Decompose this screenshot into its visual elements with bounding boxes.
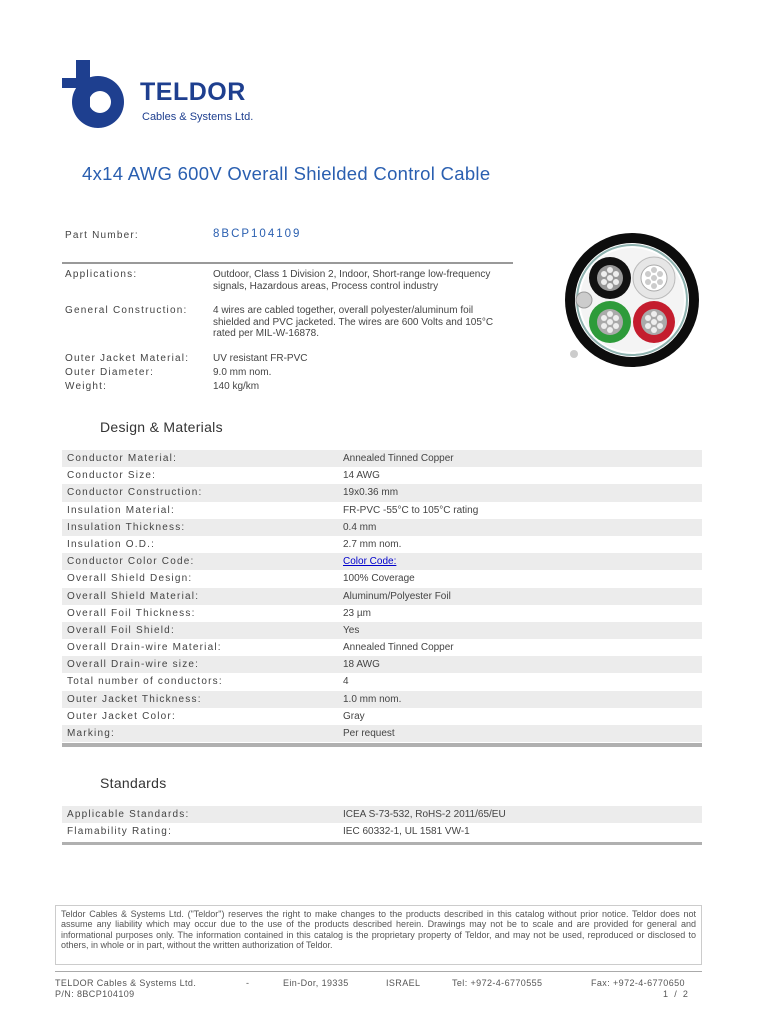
row-label: Conductor Color Code:: [67, 556, 195, 568]
row-label: Conductor Size:: [67, 470, 157, 482]
row-value: Gray: [343, 710, 365, 722]
page-title: 4x14 AWG 600V Overall Shielded Control Cable: [82, 163, 491, 184]
footer-part-number: P/N: 8BCP104109: [55, 989, 135, 999]
row-label: Overall Shield Design:: [67, 573, 193, 585]
table-row: [62, 691, 702, 708]
row-label: Marking:: [67, 728, 115, 739]
footer-address: Ein-Dor, 19335: [283, 978, 349, 988]
table-row: [62, 450, 702, 467]
row-value: 2.7 mm nom.: [343, 538, 402, 550]
table-row: [62, 656, 702, 673]
table-row: [62, 570, 702, 587]
footer-fax: Fax: +972-4-6770650: [591, 978, 685, 988]
row-label: Conductor Material:: [67, 453, 178, 464]
standards-table: [62, 806, 702, 840]
table-row: [62, 536, 702, 553]
brand-subtitle: Cables & Systems Ltd.: [142, 111, 254, 123]
row-label: Overall Drain-wire size:: [67, 659, 200, 671]
row-label: Conductor Construction:: [67, 487, 203, 499]
table-row: [62, 588, 702, 605]
row-value: 100% Coverage: [343, 573, 415, 585]
table-row: [62, 519, 702, 536]
row-value: 23 µm: [343, 607, 371, 619]
table-row: [62, 553, 702, 570]
row-value: ICEA S-73-532, RoHS-2 2011/65/EU: [343, 809, 506, 820]
row-label: Applicable Standards:: [67, 809, 190, 820]
design-materials-heading: Design & Materials: [100, 419, 223, 435]
row-value: 1.0 mm nom.: [343, 693, 402, 705]
info-label: Applications:: [65, 269, 138, 280]
info-value: 9.0 mm nom.: [213, 367, 272, 378]
brand-name: TELDOR: [140, 78, 246, 106]
row-value: 4: [343, 676, 349, 688]
part-number-value: 8BCP104109: [213, 228, 302, 240]
footer-dash: -: [246, 978, 250, 988]
row-label: Outer Jacket Thickness:: [67, 693, 202, 705]
row-label: Insulation O.D.:: [67, 538, 156, 550]
color-code-link[interactable]: Color Code:: [343, 556, 397, 568]
table-row: [62, 673, 702, 690]
row-value: 0.4 mm: [343, 521, 377, 533]
row-label: Overall Foil Thickness:: [67, 607, 196, 619]
footer-page-number: 1 / 2: [663, 989, 689, 999]
table-row: [62, 502, 702, 519]
row-value: Per request: [343, 728, 395, 739]
row-value: IEC 60332-1, UL 1581 VW-1: [343, 826, 470, 838]
info-label: General Construction:: [65, 305, 188, 316]
cable-cross-section-image: [562, 230, 702, 370]
disclaimer-box: Teldor Cables & Systems Ltd. ("Teldor") reserves the right to make changes to the products described in this catalog without prior notice. Teldor does not assume any liability which may occur due to the use of the products described herein. Drawings may not be to scale and are provided for general and informational purposes only. The information contained in this catalog is the proprietary property of Teldor, and may not be used, reproduced or disclosed to others, in whole or in part, without the written authorization of Teldor.: [55, 905, 702, 965]
row-label: Insulation Material:: [67, 504, 175, 516]
divider: [62, 262, 513, 264]
row-value: Aluminum/Polyester Foil: [343, 590, 451, 602]
table-bottom-rule: [62, 842, 702, 845]
row-value: Yes: [343, 624, 360, 636]
row-value: 14 AWG: [343, 470, 380, 482]
table-row: [62, 605, 702, 622]
row-value: Annealed Tinned Copper: [343, 642, 454, 654]
row-label: Flamability Rating:: [67, 826, 173, 838]
footer-country: ISRAEL: [386, 978, 421, 988]
row-label: Total number of conductors:: [67, 676, 223, 688]
table-row: [62, 484, 702, 501]
row-value: 19x0.36 mm: [343, 487, 399, 499]
standards-heading: Standards: [100, 775, 167, 791]
info-label: Weight:: [65, 381, 108, 392]
info-label: Outer Jacket Material:: [65, 353, 190, 364]
row-label: Overall Foil Shield:: [67, 624, 175, 636]
table-row: [62, 622, 702, 639]
table-row: [62, 823, 702, 840]
row-label: Overall Drain-wire Material:: [67, 642, 222, 654]
info-value: 4 wires are cabled together, overall polyester/aluminum foil shielded and PVC jacketed. The wires are 600 Volts and 105°C rated per MIL-W-16878.: [213, 305, 494, 339]
table-row: [62, 708, 702, 725]
footer-divider: [55, 971, 702, 972]
table-row: [62, 639, 702, 656]
row-label: Insulation Thickness:: [67, 521, 186, 533]
footer-company: TELDOR Cables & Systems Ltd.: [55, 978, 197, 988]
part-number-label: Part Number:: [65, 230, 139, 241]
info-value: 140 kg/km: [213, 381, 260, 392]
footer-tel: Tel: +972-4-6770555: [452, 978, 543, 988]
row-value: Annealed Tinned Copper: [343, 453, 454, 464]
info-label: Outer Diameter:: [65, 367, 155, 378]
table-row: [62, 467, 702, 484]
table-row: [62, 725, 702, 742]
row-value: 18 AWG: [343, 659, 380, 671]
row-label: Outer Jacket Color:: [67, 710, 176, 722]
info-value: UV resistant FR-PVC: [213, 353, 308, 364]
row-value: FR-PVC -55°C to 105°C rating: [343, 504, 479, 516]
info-value: Outdoor, Class 1 Division 2, Indoor, Short-range low-frequency signals, Hazardous areas, Process control industry: [213, 269, 491, 292]
row-label: Overall Shield Material:: [67, 590, 200, 602]
table-bottom-rule: [62, 743, 702, 747]
table-row: [62, 806, 702, 823]
design-materials-table: [62, 450, 702, 742]
